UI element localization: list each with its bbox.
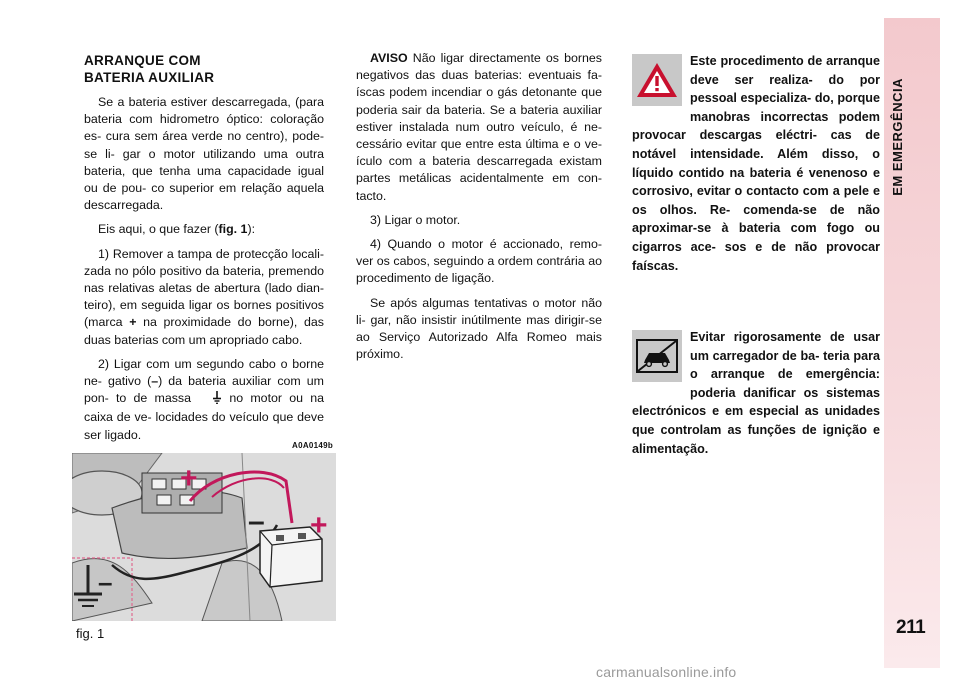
warning-triangle-icon xyxy=(632,54,682,106)
sidebar-title: EM EMERGÊNCIA xyxy=(890,78,905,196)
warning-1-text: Este procedimento de arranque deve ser realiza- do por pessoal especializa- do, porque manobras incorrectas podem provocar descargas eléctri- cas de notável intensidade. Além disso, o líquido contido na bateria é venenoso e corrosivo, evitar o contacto com a pele e os olhos. Re- comenda-se de não aproximar-se à bateria com fogo ou cigarros ace- sos e de não provocar faíscas. xyxy=(632,54,880,273)
figure-minus-label-2: – xyxy=(98,567,113,597)
ground-icon xyxy=(198,391,222,409)
warning-2-text: Evitar rigorosamente de usar um carregador de ba- teria para o arranque de emergência: poderia danificar os sistemas electrónicos e em especial as unidades que controlam as funções de ignição e alimentação. xyxy=(632,330,880,456)
figure-code: A0A0149b xyxy=(292,441,334,450)
figure-caption: fig. 1 xyxy=(76,626,105,641)
page-number: 211 xyxy=(896,617,926,638)
section-heading xyxy=(84,52,324,86)
step-4: 4) Quando o motor é accionado, remo- ver os cabos, seguindo a ordem contrária ao procedimento de ligação. xyxy=(356,237,602,286)
warning-box-1 xyxy=(632,52,880,275)
jump-start-illustration xyxy=(72,453,336,621)
intro-paragraph: Se a bateria estiver descarregada, (para bateria com hidrometro óptico: coloração es- cura sem área verde no centro), pode-se li- gar o motor utilizando uma outra bateria, que tenha uma capacidade igual ou de pou- co superior em relação aquela descarregada. xyxy=(84,95,324,213)
figure-plus-label-2: + xyxy=(310,509,328,542)
final-note: Se após algumas tentativas o motor não li- gar, não insistir inútilmente mas dirigir-se ao Serviço Autorizado Alfa Romeo mais próximo. xyxy=(356,295,602,362)
plus-mark: + xyxy=(129,315,137,330)
minus-mark: – xyxy=(151,374,159,389)
heading-line-1: ARRANQUE COM xyxy=(84,53,201,68)
column-1 xyxy=(84,52,324,451)
figure-plus-label-1: + xyxy=(180,462,198,495)
aviso-label: AVISO xyxy=(370,51,408,65)
battery-charger-car-icon xyxy=(632,330,682,382)
step-2: 2) Ligar com um segundo cabo o borne ne- gativo (–) da bateria auxiliar com um pon- to de massa no motor ou na caixa de ve- locidades do veículo que deve ser ligado. xyxy=(84,356,325,442)
fig-reference: fig. 1 xyxy=(218,222,248,237)
watermark: carmanualsonline.info xyxy=(596,664,737,680)
warning-box-2 xyxy=(632,328,880,458)
step-1: 1) Remover a tampa de protecção locali- zada no pólo positivo da bateria, premendo nas relativas aletas de abertura (lado dian- teiro), em seguida ligar os bornes positivos (marca + na proximidade do borne), das duas baterias com um apropriado cabo. xyxy=(84,246,324,347)
figure-jump-start xyxy=(72,453,336,621)
heading-line-2: BATERIA AUXILIAR xyxy=(84,70,215,85)
aviso-paragraph: AVISO Não ligar directamente os bornes negativos das duas baterias: eventuais fa- íscas podem incendiar o gás detonante que poderia sair da bateria. Se a bateria auxiliar estiver instalada num outro veículo, é ne- cessário evitar que entre esta última e o ve- ículo com a bateria descarregada existam partes metálicas acidentalmente em con- tacto. xyxy=(356,51,602,203)
sidebar-tab xyxy=(884,18,940,668)
column-2 xyxy=(356,50,602,370)
figure-minus-label-1: – xyxy=(248,505,265,538)
step-3: 3) Ligar o motor. xyxy=(370,212,461,227)
instructions-intro: Eis aqui, o que fazer (fig. 1): xyxy=(98,222,256,237)
